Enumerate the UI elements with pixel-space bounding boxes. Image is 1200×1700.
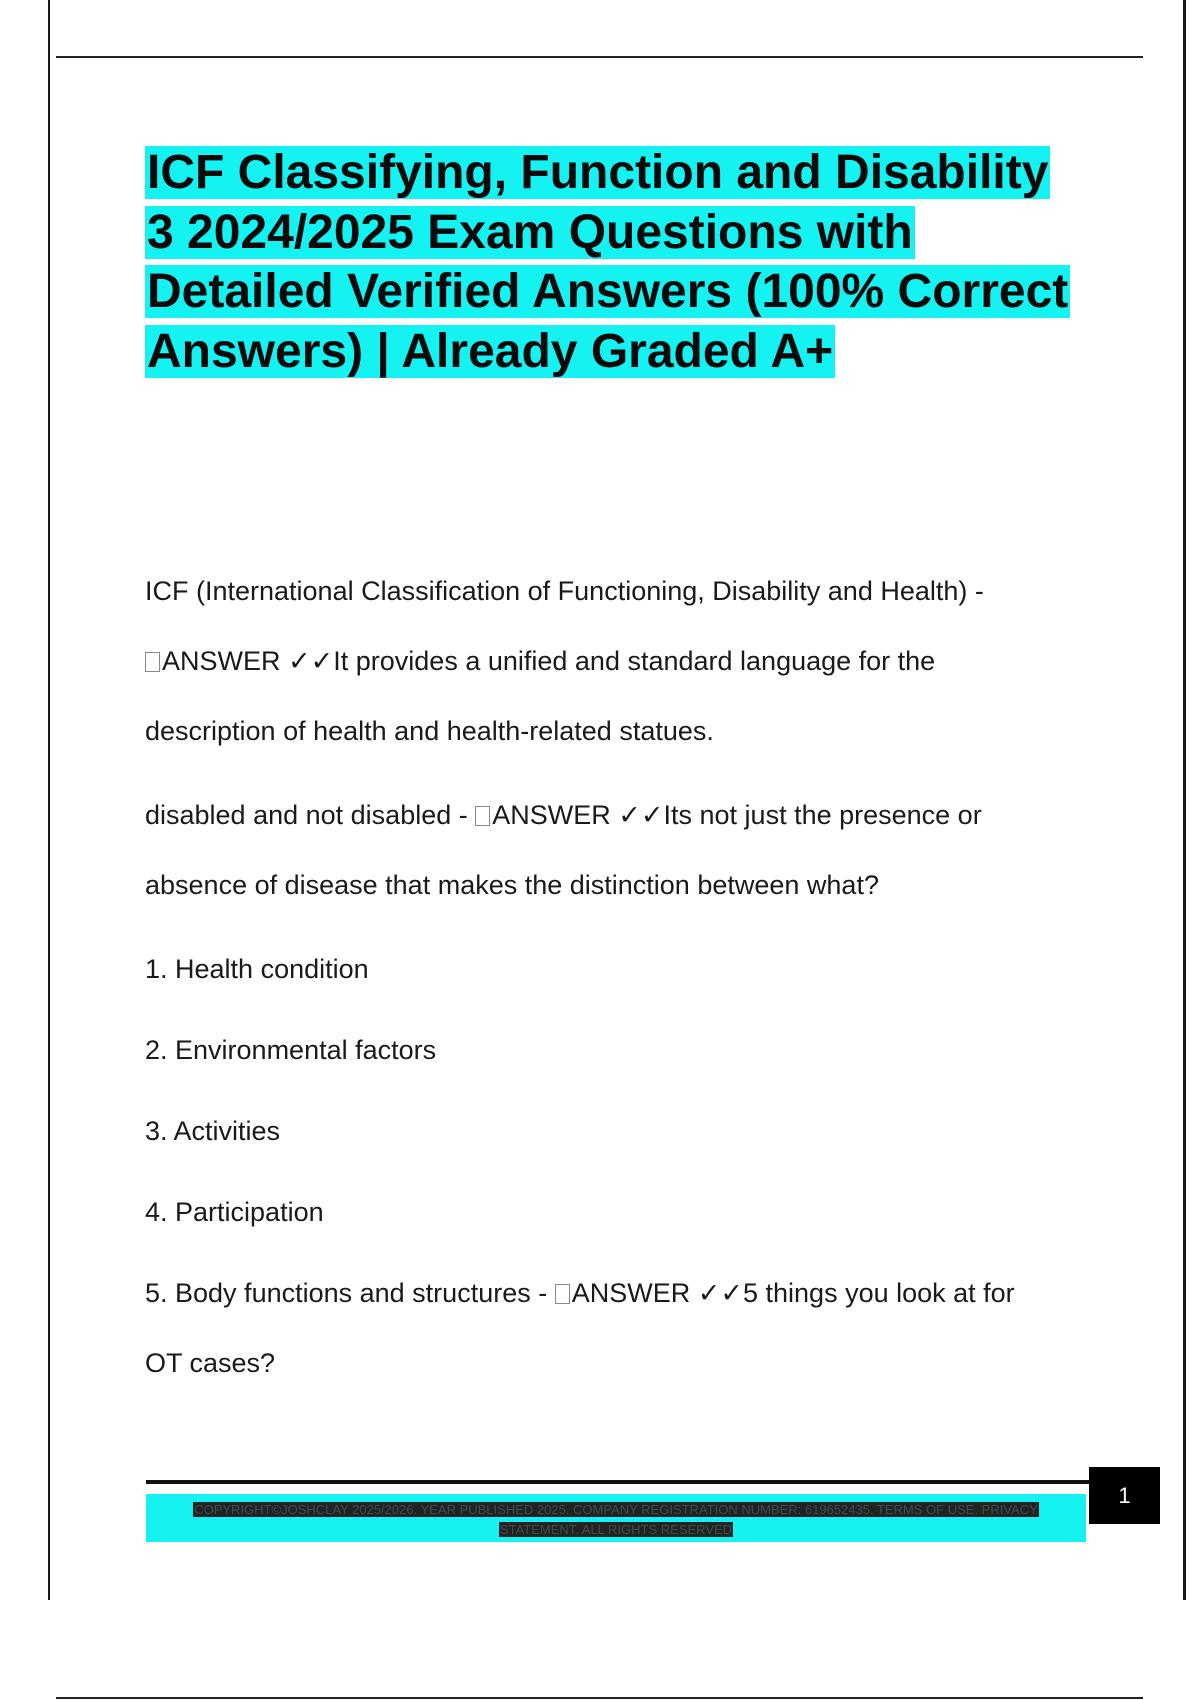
- copyright-footer: [146, 1494, 1086, 1542]
- title-line-4: Answers) | Already Graded A+: [147, 324, 834, 378]
- answer-text: It provides a unified and standard language for the: [333, 646, 936, 676]
- missing-glyph-icon: [555, 1284, 570, 1304]
- document-title: [145, 143, 1105, 381]
- page-border-right: [1183, 0, 1186, 1600]
- list-item: 4. Participation: [145, 1197, 324, 1227]
- answer-text: 5 things you look at for: [743, 1278, 1015, 1308]
- copyright-line-1: COPYRIGHT©JOSHCLAY 2025/2026. YEAR PUBLISHED 2025. COMPANY REGISTRATION NUMBER: 619652435. TERMS OF USE. PRIVACY: [194, 1502, 1038, 1517]
- entry-term: 5. Body functions and structures -: [145, 1278, 548, 1308]
- page-number: 1: [1089, 1467, 1160, 1524]
- title-highlight: [145, 146, 1070, 378]
- answer-text: Its not just the presence or: [663, 800, 982, 830]
- list-item: 1. Health condition: [145, 954, 369, 984]
- title-line-2: 3 2024/2025 Exam Questions with: [147, 205, 913, 259]
- answer-text-continued: OT cases?: [145, 1348, 276, 1378]
- list-item: 3. Activities: [145, 1116, 281, 1146]
- answer-label: ANSWER ✓✓: [571, 1278, 743, 1308]
- qa-entry-3: [145, 1258, 1075, 1398]
- answer-text-continued: description of health and health-related statues.: [145, 716, 714, 746]
- header-rule: [56, 56, 1143, 58]
- entry-term: ICF (International Classification of Functioning, Disability and Health) -: [145, 576, 984, 606]
- entry-term: disabled and not disabled -: [145, 800, 468, 830]
- document-body: [145, 556, 1075, 1412]
- list-item: 2. Environmental factors: [145, 1035, 437, 1065]
- missing-glyph-icon: [475, 806, 490, 826]
- next-page-rule: [56, 1697, 1143, 1699]
- answer-label: ANSWER ✓✓: [162, 646, 334, 676]
- answer-label: ANSWER ✓✓: [492, 800, 664, 830]
- title-line-1: ICF Classifying, Function and Disability: [147, 146, 1049, 199]
- page-border-left: [48, 0, 50, 1600]
- answer-text-continued: absence of disease that makes the distinction between what?: [145, 870, 879, 900]
- qa-entry-1: [145, 556, 1075, 766]
- footer-rule: [146, 1480, 1091, 1484]
- missing-glyph-icon: [145, 652, 160, 672]
- qa-entry-2: [145, 780, 1075, 920]
- title-line-3: Detailed Verified Answers (100% Correct: [147, 265, 1069, 318]
- copyright-line-2: STATEMENT. ALL RIGHTS RESERVED: [499, 1522, 733, 1537]
